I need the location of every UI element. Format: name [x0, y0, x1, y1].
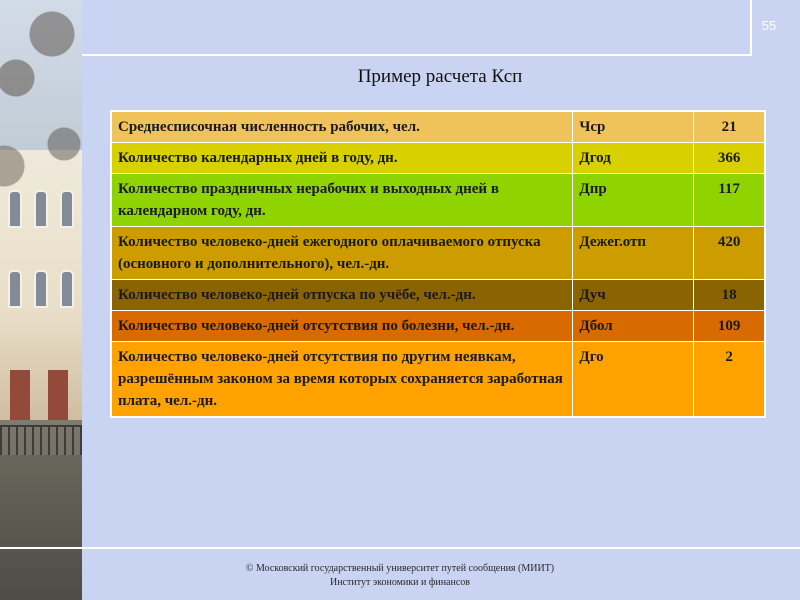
row-value-cell: 18: [694, 280, 765, 311]
row-symbol-cell: Дгод: [573, 143, 694, 174]
table-row: [111, 111, 765, 143]
row-name-cell: Количество календарных дней в году, дн.: [111, 143, 573, 174]
row-name-cell: Количество праздничных нерабочих и выходных дней в календарном году, дн.: [111, 174, 573, 227]
footer: [180, 562, 620, 590]
row-name-cell: Количество человеко-дней отсутствия по болезни, чел.-дн.: [111, 311, 573, 342]
table-row: [111, 311, 765, 342]
row-name-cell: Среднесписочная численность рабочих, чел.: [111, 111, 573, 143]
row-symbol-cell: Чср: [573, 111, 694, 143]
calculation-table: [110, 110, 766, 418]
slide-title: Пример расчета Ксп: [357, 66, 523, 87]
row-value-cell: 21: [694, 111, 765, 143]
row-name-cell: Количество человеко-дней отпуска по учёбе, чел.-дн.: [111, 280, 573, 311]
footer-divider: [0, 547, 800, 549]
row-value-cell: 366: [694, 143, 765, 174]
row-value-cell: 109: [694, 311, 765, 342]
row-name-cell: Количество человеко-дней отсутствия по другим неявкам, разрешённым законом за время которых сохраняется заработная плата, чел.-дн.: [111, 342, 573, 418]
row-symbol-cell: Дпр: [573, 174, 694, 227]
row-symbol-cell: Дбол: [573, 311, 694, 342]
building-photo: [0, 0, 82, 600]
row-symbol-cell: Дго: [573, 342, 694, 418]
table-row: [111, 280, 765, 311]
row-value-cell: 420: [694, 227, 765, 280]
row-symbol-cell: Дуч: [573, 280, 694, 311]
page-number: 55: [761, 18, 777, 33]
row-name-cell: Количество человеко-дней ежегодного оплачиваемого отпуска (основного и дополнительного), чел.-дн.: [111, 227, 573, 280]
table-row: [111, 174, 765, 227]
row-symbol-cell: Дежег.отп: [573, 227, 694, 280]
footer-copyright: © Московский государственный университет путей сообщения (МИИТ): [245, 563, 555, 574]
table-row: [111, 143, 765, 174]
table-row: [111, 342, 765, 418]
row-value-cell: 2: [694, 342, 765, 418]
row-value-cell: 117: [694, 174, 765, 227]
footer-institute: Институт экономики и финансов: [329, 577, 471, 588]
header-divider: [82, 54, 750, 56]
table-row: [111, 227, 765, 280]
